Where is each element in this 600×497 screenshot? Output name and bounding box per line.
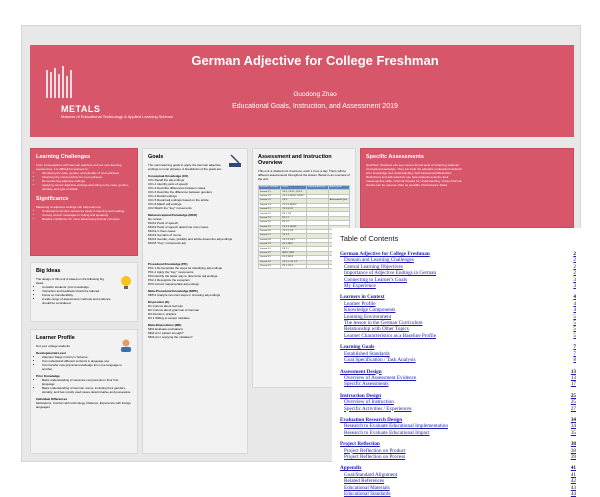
- goal-item: MCK2.1 Noun cases: [148, 229, 176, 233]
- toc-entry-text: Knowledge Components: [344, 307, 396, 314]
- toc-page-number: 4: [573, 307, 576, 314]
- table-cell: CK 1.3, MCK4: [281, 225, 307, 229]
- table-cell: PK 2.1: [281, 247, 307, 251]
- goal-item: CK1.3 Describe the difference between genders: [148, 190, 212, 194]
- toc-entry-text: Specific Assessments: [344, 381, 389, 388]
- list-item: • Can transfer new grammar knowledge from one language to another.: [42, 363, 132, 371]
- learner-profile-title: Learner Profile: [36, 335, 75, 341]
- toc-entry-text: Appendix: [340, 465, 362, 472]
- goal-item: MD2 Am I patient enough?: [148, 331, 184, 335]
- list-item: • Applying correct adjective endings according to the case, gender, plurality, and type of article.: [42, 183, 132, 191]
- target-icon: [227, 153, 243, 169]
- toc-entry-text: Overview of Assessment Evidence: [344, 374, 417, 381]
- toc-page-number: 38: [570, 441, 576, 448]
- toc-page-number: 13: [570, 368, 576, 375]
- table-cell: Lesson 1.2: [259, 194, 281, 198]
- section-heading: Individual Differences: [36, 397, 68, 401]
- toc-entry-text: Project Reflection on Product: [344, 447, 406, 454]
- section-heading: Developmental Level: [36, 351, 66, 355]
- toc-entry-text: The lesson in the German Curriculum: [344, 320, 423, 327]
- table-cell: Lesson 3.5: [259, 265, 281, 269]
- big-ideas-title: Big Ideas: [36, 268, 61, 274]
- toc-page-number: 41: [570, 471, 576, 478]
- table-cell: CK 1.5, D3: [281, 229, 307, 233]
- toc-page-number: 41: [570, 465, 576, 472]
- goal-item: MCK4 Gender, case, plurality and article determine adj endings: [148, 237, 233, 241]
- toc-entry-text: Learning Environment: [344, 313, 392, 320]
- table-cell: CK 2: [281, 199, 307, 203]
- toc-entry-text: German Adjective for College Freshman: [340, 251, 430, 257]
- toc-page-number: 39: [570, 453, 576, 460]
- toc-entry-text: My Experience: [344, 283, 376, 290]
- list-item: • Breathe confidence for more advanced grammar concepts.: [42, 217, 132, 221]
- goal-item: MCK5 "Key" movements adj: [148, 241, 186, 245]
- toc-subsection-link[interactable]: [340, 491, 576, 497]
- column-header: Assessment: [328, 186, 349, 190]
- goal-item: PK1.1 Demonstrate the steps for identifying adj endings: [148, 266, 223, 270]
- toc-page-number: 5: [573, 326, 576, 333]
- toc-page-number: 17: [570, 381, 576, 388]
- toc-page-number: 2: [573, 270, 576, 277]
- table-cell: Lesson 2.5: [259, 225, 281, 229]
- goal-item: MD3 Am I enjoying the mistakes?: [148, 335, 193, 339]
- table-cell: CK 1.6, D3.1: [281, 238, 307, 242]
- column-header: Goals: [281, 186, 307, 190]
- goal-item: PK2.1 Recognize the exception: [148, 278, 190, 282]
- table-cell: Lesson 2.6: [259, 229, 281, 233]
- poster-subtitle: Educational Goals, Instruction, and Assessment 2019: [232, 103, 398, 110]
- goal-item: PK1.2 Apply the "key" movements: [148, 270, 194, 274]
- goal-item: CK1.1 Identify parts of speech: [148, 182, 189, 186]
- table-cell: Assessment Quiz: [328, 199, 349, 203]
- table-cell: MPK1, MD2: [281, 251, 307, 255]
- goal-item: D3 Persist in practice: [148, 312, 177, 316]
- table-cell: Lesson 3.4: [259, 260, 281, 264]
- learner-profile-panel: [30, 329, 138, 454]
- specific-assessments-text: Quiz/Test: Teachers can see current formal tests of retrieving students' conceptual knowledge. They can help the educator understand students' prior knowledge and understanding. Self-Assessment/Reflection: Reflections and self-reflection can help students examine their metacognitive skills. Informal Checks for Understanding: These informal checks can be used as often as possible. Performance Tasks.: [366, 163, 463, 187]
- list-item: • Basic understanding of sentence components in their first language.: [42, 378, 132, 386]
- toc-entry-text: Goal/Standard Alignment: [344, 471, 398, 478]
- table-cell: Lesson 2.7: [259, 234, 281, 238]
- specific-assessments-panel: [360, 148, 574, 228]
- learning-challenges-title: Learning Challenges: [36, 154, 91, 160]
- toc-page-number: 2: [573, 251, 576, 257]
- column-header: Lessons / Timeline: [259, 186, 281, 190]
- toc-page-number: 3: [573, 283, 576, 290]
- learning-challenges-intro: From conversations with German teachers and our own learning experiences, it is difficult for learners to:: [36, 163, 122, 171]
- toc-entry-text: Overview of Instruction: [344, 399, 394, 406]
- table-cell: CK 1, CK1.1, CK1.3: [281, 190, 307, 194]
- table-cell: Lesson 3.3: [259, 256, 281, 260]
- table-cell: Lesson 1.3: [259, 199, 281, 203]
- goal-group-heading: Conceptual Knowledge (CK): [148, 174, 189, 178]
- list-item: • Can understand different contexts in language use.: [42, 359, 132, 363]
- significance-title: Significance: [36, 196, 69, 202]
- toc-entry-text: Relationship with Other Topics: [344, 326, 409, 333]
- table-cell: Lesson 2.9: [259, 243, 281, 247]
- toc-page-number: 5: [573, 313, 576, 320]
- table-cell: Lesson 2.2: [259, 212, 281, 216]
- toc-entry-text: Instruction Design: [340, 392, 382, 399]
- toc-entry-text: Learner Profile: [344, 300, 376, 307]
- table-cell: Lesson 2.4: [259, 221, 281, 225]
- list-item: • Identifying the case, gender, and plurality of noun phrases.: [42, 171, 132, 175]
- goal-item: MD1 Evaluate motivations: [148, 327, 183, 331]
- list-item: • Convey correct messages in writing and speaking.: [42, 213, 132, 217]
- toc-entry-text: Educational Materials: [344, 484, 390, 491]
- toc-entry-text: Goal Specification / Task Analysis: [344, 357, 416, 364]
- table-cell: Lesson 1.4: [259, 203, 281, 207]
- goals-title: Goals: [148, 154, 164, 160]
- goal-item: Do I know...: [148, 217, 164, 221]
- table-cell: Lesson 1.1: [259, 190, 281, 194]
- toc-entry-text: Learners in Context: [340, 294, 385, 301]
- section-text: Motivations, Comfort with technology, Patience, Experience with foreign languages: [36, 401, 131, 409]
- table-cell: Lesson 3.2: [259, 251, 281, 255]
- specific-assessments-title: Specific Assessments: [366, 154, 424, 160]
- toc-page-number: 5: [573, 320, 576, 327]
- table-cell: Lesson 2.1: [259, 207, 281, 211]
- toc-page-number: 7: [573, 350, 576, 357]
- toc-list: [340, 251, 576, 497]
- poster-author: Guodong Zhao: [293, 91, 337, 98]
- student-icon: [119, 338, 133, 352]
- toc-page-number: 13: [570, 374, 576, 381]
- column-header: Learning Activities: [306, 186, 328, 190]
- toc-page-number: 25: [570, 392, 576, 399]
- toc-entry-text: Project Reflection on Process: [344, 453, 406, 460]
- toc-entry-text: Evaluation Research Design: [340, 416, 403, 423]
- goal-group-heading: Disposition (D): [148, 300, 170, 304]
- table-cell: Lesson 2.3: [259, 216, 281, 220]
- list-item: • Consider students' prior knowledge.: [42, 285, 116, 289]
- toc-page-number: 2: [573, 257, 576, 264]
- table-cell: PK 1, PK 2: [281, 265, 307, 269]
- toc-title: Table of Contents: [340, 234, 399, 243]
- lightbulb-icon: [119, 275, 133, 291]
- goals-intro: The main learning goals to apply the German adjective endings in noun phrases. A breakdown of the goals are:: [148, 163, 222, 171]
- toc-entry-text: Project Reflection: [340, 441, 380, 448]
- learner-profile-intro: Not your college students: [36, 344, 70, 348]
- table-cell: Lesson 2.8: [259, 238, 281, 242]
- table-cell: CK 1.1, CK 1.6: [281, 260, 307, 264]
- toc-entry-text: Research to Evaluate Educational Implementation: [344, 423, 448, 430]
- poster-header: [30, 45, 574, 137]
- goal-item: MPK1 Analyze incorrect steps in choosing adj endings: [148, 293, 221, 297]
- toc-page-number: 35: [570, 429, 576, 436]
- table-cell: Lesson 3.1: [259, 247, 281, 251]
- table-cell: PK 1.1: [281, 216, 307, 220]
- section-heading: Prior Knowledge: [36, 374, 60, 378]
- table-cell: CK 1.4, MCK1, MCK2: [281, 194, 307, 198]
- table-cell: [306, 265, 328, 269]
- toc-entry-text: Established Standards: [344, 350, 390, 357]
- toc-entry-text: Domain and Learning Challenges: [344, 257, 414, 264]
- goal-item: MCK1 Parts of speech: [148, 221, 179, 225]
- toc-entry-text: Learner Characteristics as a Baseline Profile: [344, 332, 437, 339]
- goal-item: CK2 Match the "key" movements: [148, 206, 192, 210]
- goal-group-heading: Meta-Procedural Knowledge (MPK): [148, 289, 198, 293]
- toc-page-number: 4: [573, 300, 576, 307]
- table-of-contents: [332, 228, 584, 497]
- toc-page-number: 34: [570, 416, 576, 423]
- goal-group-heading: Meta-Dispositions (MD): [148, 323, 182, 327]
- table-cell: CK 1.6, D1: [281, 207, 307, 211]
- goal-item: D1 Curious about German: [148, 304, 184, 308]
- table-cell: PK 2, MD1: [281, 243, 307, 247]
- toc-page-number: 42: [570, 478, 576, 485]
- goals-panel: [142, 148, 248, 454]
- toc-page-number: 44: [570, 491, 576, 497]
- poster-title: German Adjective for College Freshman: [191, 53, 439, 68]
- big-ideas-intro: The design of this unit is based on the following big ideas:: [36, 277, 104, 285]
- toc-page-number: 25: [570, 399, 576, 406]
- assessment-overview-intro: This unit is divided into 3 lessons, each 1 hour a day. There will be different assessments throughout the lesson. Below is an overview of the unit:: [258, 169, 350, 181]
- table-cell: PK 3, MD3: [281, 256, 307, 260]
- list-item: • A wide range of assessment methods and evidence should be considered.: [42, 297, 116, 305]
- table-cell: PK 1, D2: [281, 212, 307, 216]
- goal-item: CK1 Recall the adj endings: [148, 178, 185, 182]
- toc-page-number: 4: [573, 294, 576, 301]
- toc-page-number: 43: [570, 484, 576, 491]
- toc-page-number: 34: [570, 423, 576, 430]
- toc-entry-text: Connecting to Learner's Goals: [344, 276, 408, 283]
- list-item: • Remembering adjective endings.: [42, 179, 132, 183]
- list-item: • Understand complex sentences easily in listening and reading.: [42, 209, 132, 213]
- learning-challenges-panel: [30, 148, 138, 256]
- goal-item: PK3 Correct inappropriate adj endings: [148, 282, 199, 286]
- goal-group-heading: Metaconceptual Knowledge (MCK): [148, 213, 198, 217]
- goal-item: MCK3 Genders of nouns: [148, 233, 182, 237]
- toc-page-number: 8: [573, 357, 576, 364]
- significance-text: Mastering of adjective endings can help learners:: [36, 205, 102, 209]
- logo-subtitle: Masters of Educational Technology & Applied Learning Science: [61, 114, 173, 119]
- assessment-overview-title: Assessment and Instruction Overview: [258, 154, 332, 166]
- list-item: • Focus on transferability.: [42, 293, 116, 297]
- toc-entry-text: Importance of Adjective Endings in German: [344, 270, 437, 277]
- toc-entry-text: Educational Standards: [344, 491, 391, 497]
- toc-entry-text: Central Learning Objectives: [344, 263, 403, 270]
- metals-logo-icon: [41, 64, 77, 102]
- toc-entry-text: Research to Evaluate Educational Impact: [344, 429, 430, 436]
- goal-group-heading: Procedural Knowledge (PK): [148, 262, 188, 266]
- goal-item: MCK2 Parts of speech determine noun cases: [148, 225, 209, 229]
- list-item: • Basic understanding of German nouns, including their genders, plurality, and has mostly used cases determinative and possessive.: [42, 386, 132, 394]
- logo-name: METALS: [61, 104, 101, 114]
- toc-entry-text: Assessment Design: [340, 368, 382, 375]
- toc-page-number: 5: [573, 332, 576, 339]
- table-cell: CK 1.5, MCK3: [281, 203, 307, 207]
- list-item: • Instruction and feedback should be tailored.: [42, 289, 116, 293]
- toc-entry-text: Specific Activities / Experiences: [344, 405, 412, 412]
- big-ideas-panel: [30, 262, 138, 322]
- list-item: • Attention Stage in Perry's Scheme.: [42, 355, 132, 359]
- toc-page-number: 2: [573, 263, 576, 270]
- goal-item: CK1.6 Match adj endings: [148, 202, 182, 206]
- toc-page-number: 38: [570, 447, 576, 454]
- list-item: • Choosing the correct article for noun phrases.: [42, 175, 132, 179]
- toc-page-number: 7: [573, 344, 576, 351]
- goal-item: CK1.4 Recall endings: [148, 194, 177, 198]
- goal-item: CK1.2 Describe differences between cases: [148, 186, 206, 190]
- table-cell: PK 1.2: [281, 221, 307, 225]
- table-cell: CK 1.4: [281, 234, 307, 238]
- goal-item: D3.1 Willing to accept mistakes: [148, 316, 190, 320]
- toc-page-number: 27: [570, 405, 576, 412]
- goal-item: D2 Curious about grammar of German: [148, 308, 200, 312]
- toc-entry-text: Learning Goals: [340, 344, 375, 351]
- goal-item: PK2 Identify the faster way to determine adj endings: [148, 274, 218, 278]
- toc-entry-text: Related References: [344, 478, 385, 485]
- toc-page-number: 3: [573, 276, 576, 283]
- goal-item: CK1.5 Recall adj endings based on the article: [148, 198, 209, 202]
